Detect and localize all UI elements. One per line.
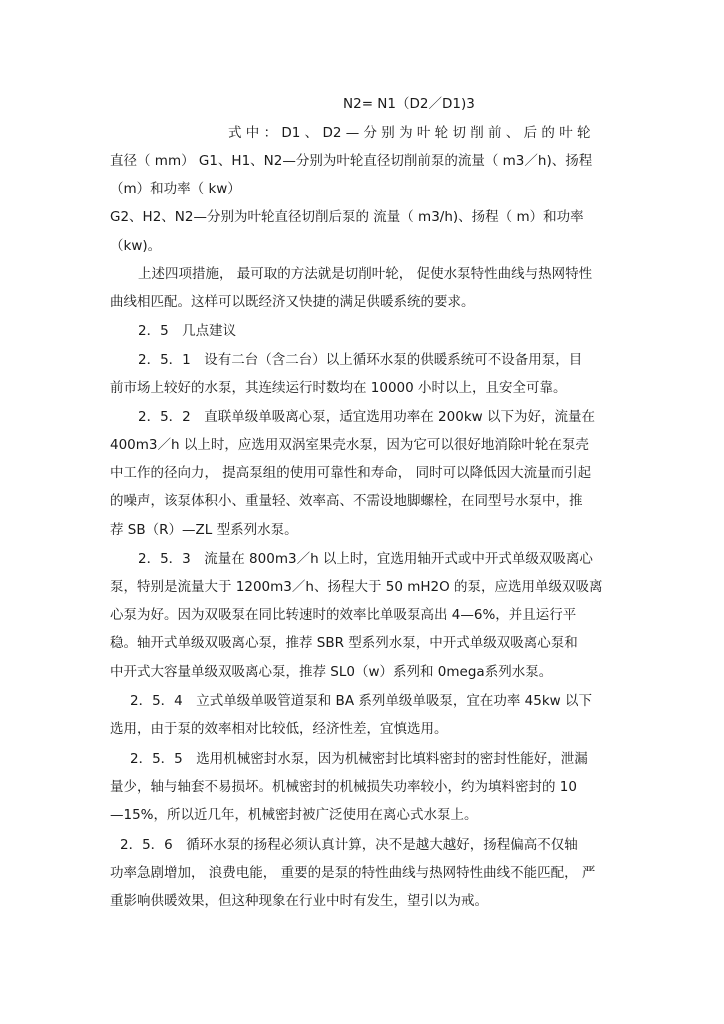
paragraph-line: 2．5．5 选用机械密封水泵，因为机械密封比填料密封的密封性能好，泄漏 xyxy=(130,751,588,767)
paragraph-line: 中工作的径向力， 提高泵组的使用可靠性和寿命， 同时可以降低因大流量而引起 xyxy=(110,465,592,481)
paragraph-line: 前市场上较好的水泵，其连续运行时数均在 10000 小时以上，且安全可靠。 xyxy=(110,380,567,396)
paragraph-line: 曲线相匹配。这样可以既经济又快捷的满足供暖系统的要求。 xyxy=(110,294,475,310)
text-line: 直径（ mm） G1、H1、N2—分别为叶轮直径切削前泵的流量（ m3／h)、扬程 xyxy=(110,153,593,169)
paragraph-line: —15%，所以近几年，机械密封被广泛使用在离心式水泵上。 xyxy=(110,807,478,823)
paragraph-line: 中开式大容量单级双吸离心泵，推荐 SL0（w）系列和 0mega系列水泵。 xyxy=(110,664,553,680)
paragraph-line: 2．5．6 循环水泵的扬程必须认真计算，决不是越大越好，扬程偏高不仅轴 xyxy=(120,837,578,853)
paragraph-line: 荐 SB（R）—ZL 型系列水泵。 xyxy=(110,522,298,538)
paragraph-line: 功率急剧增加， 浪费电能， 重要的是泵的特性曲线与热网特性曲线不能匹配， 严 xyxy=(110,865,596,881)
text-line: （m）和功率（ kw） xyxy=(110,181,241,197)
paragraph-line: 2．5．3 流量在 800m3／h 以上时，宜选用轴开式或中开式单级双吸离心 xyxy=(138,551,593,567)
formula-line: N2= N1（D2／D1)3 xyxy=(343,96,475,112)
paragraph-line: 量少，轴与轴套不易损坏。机械密封的机械损失功率较小，约为填料密封的 10 xyxy=(110,779,577,795)
text-line: G2、H2、N2—分别为叶轮直径切削后泵的 流量（ m3/h)、扬程（ m）和功率 xyxy=(110,209,584,225)
section-heading: 2．5 几点建议 xyxy=(138,323,237,339)
paragraph-line: 2．5．4 立式单级单吸管道泵和 BA 系列单级单吸泵，宜在功率 45kw 以下 xyxy=(130,693,592,709)
text-line: 式 中 ： D1 、 D2 — 分 别 为 叶 轮 切 削 前 、 后 的 叶 轮 xyxy=(228,125,591,141)
text-line: （kw)。 xyxy=(110,238,162,254)
paragraph-line: 选用，由于泵的效率相对比较低，经济性差，宜慎选用。 xyxy=(110,721,448,737)
paragraph-line: 心泵为好。因为双吸泵在同比转速时的效率比单吸泵高出 4—6%，并且运行平 xyxy=(110,607,577,623)
paragraph-line: 2．5．2 直联单级单吸离心泵，适宜选用功率在 200kw 以下为好，流量在 xyxy=(138,409,595,425)
paragraph-line: 上述四项措施， 最可取的方法就是切削叶轮， 促使水泵特性曲线与热网特性 xyxy=(138,266,593,282)
paragraph-line: 泵，特别是流量大于 1200m3／h、扬程大于 50 mH2O 的泵，应选用单级双吸离 xyxy=(110,579,603,595)
paragraph-line: 的噪声，该泵体积小、重量轻、效率高、不需设地脚螺栓，在同型号水泵中，推 xyxy=(110,493,583,509)
paragraph-line: 400m3／h 以上时，应选用双涡室果壳水泵，因为它可以很好地消除叶轮在泵壳 xyxy=(110,437,589,453)
paragraph-line: 重影响供暖效果，但这种现象在行业中时有发生，望引以为戒。 xyxy=(110,893,488,909)
paragraph-line: 2．5．1 设有二台（含二台）以上循环水泵的供暖系统可不设备用泵，目 xyxy=(138,352,583,368)
paragraph-line: 稳。轴开式单级双吸离心泵，推荐 SBR 型系列水泵，中开式单级双吸离心泵和 xyxy=(110,635,578,651)
